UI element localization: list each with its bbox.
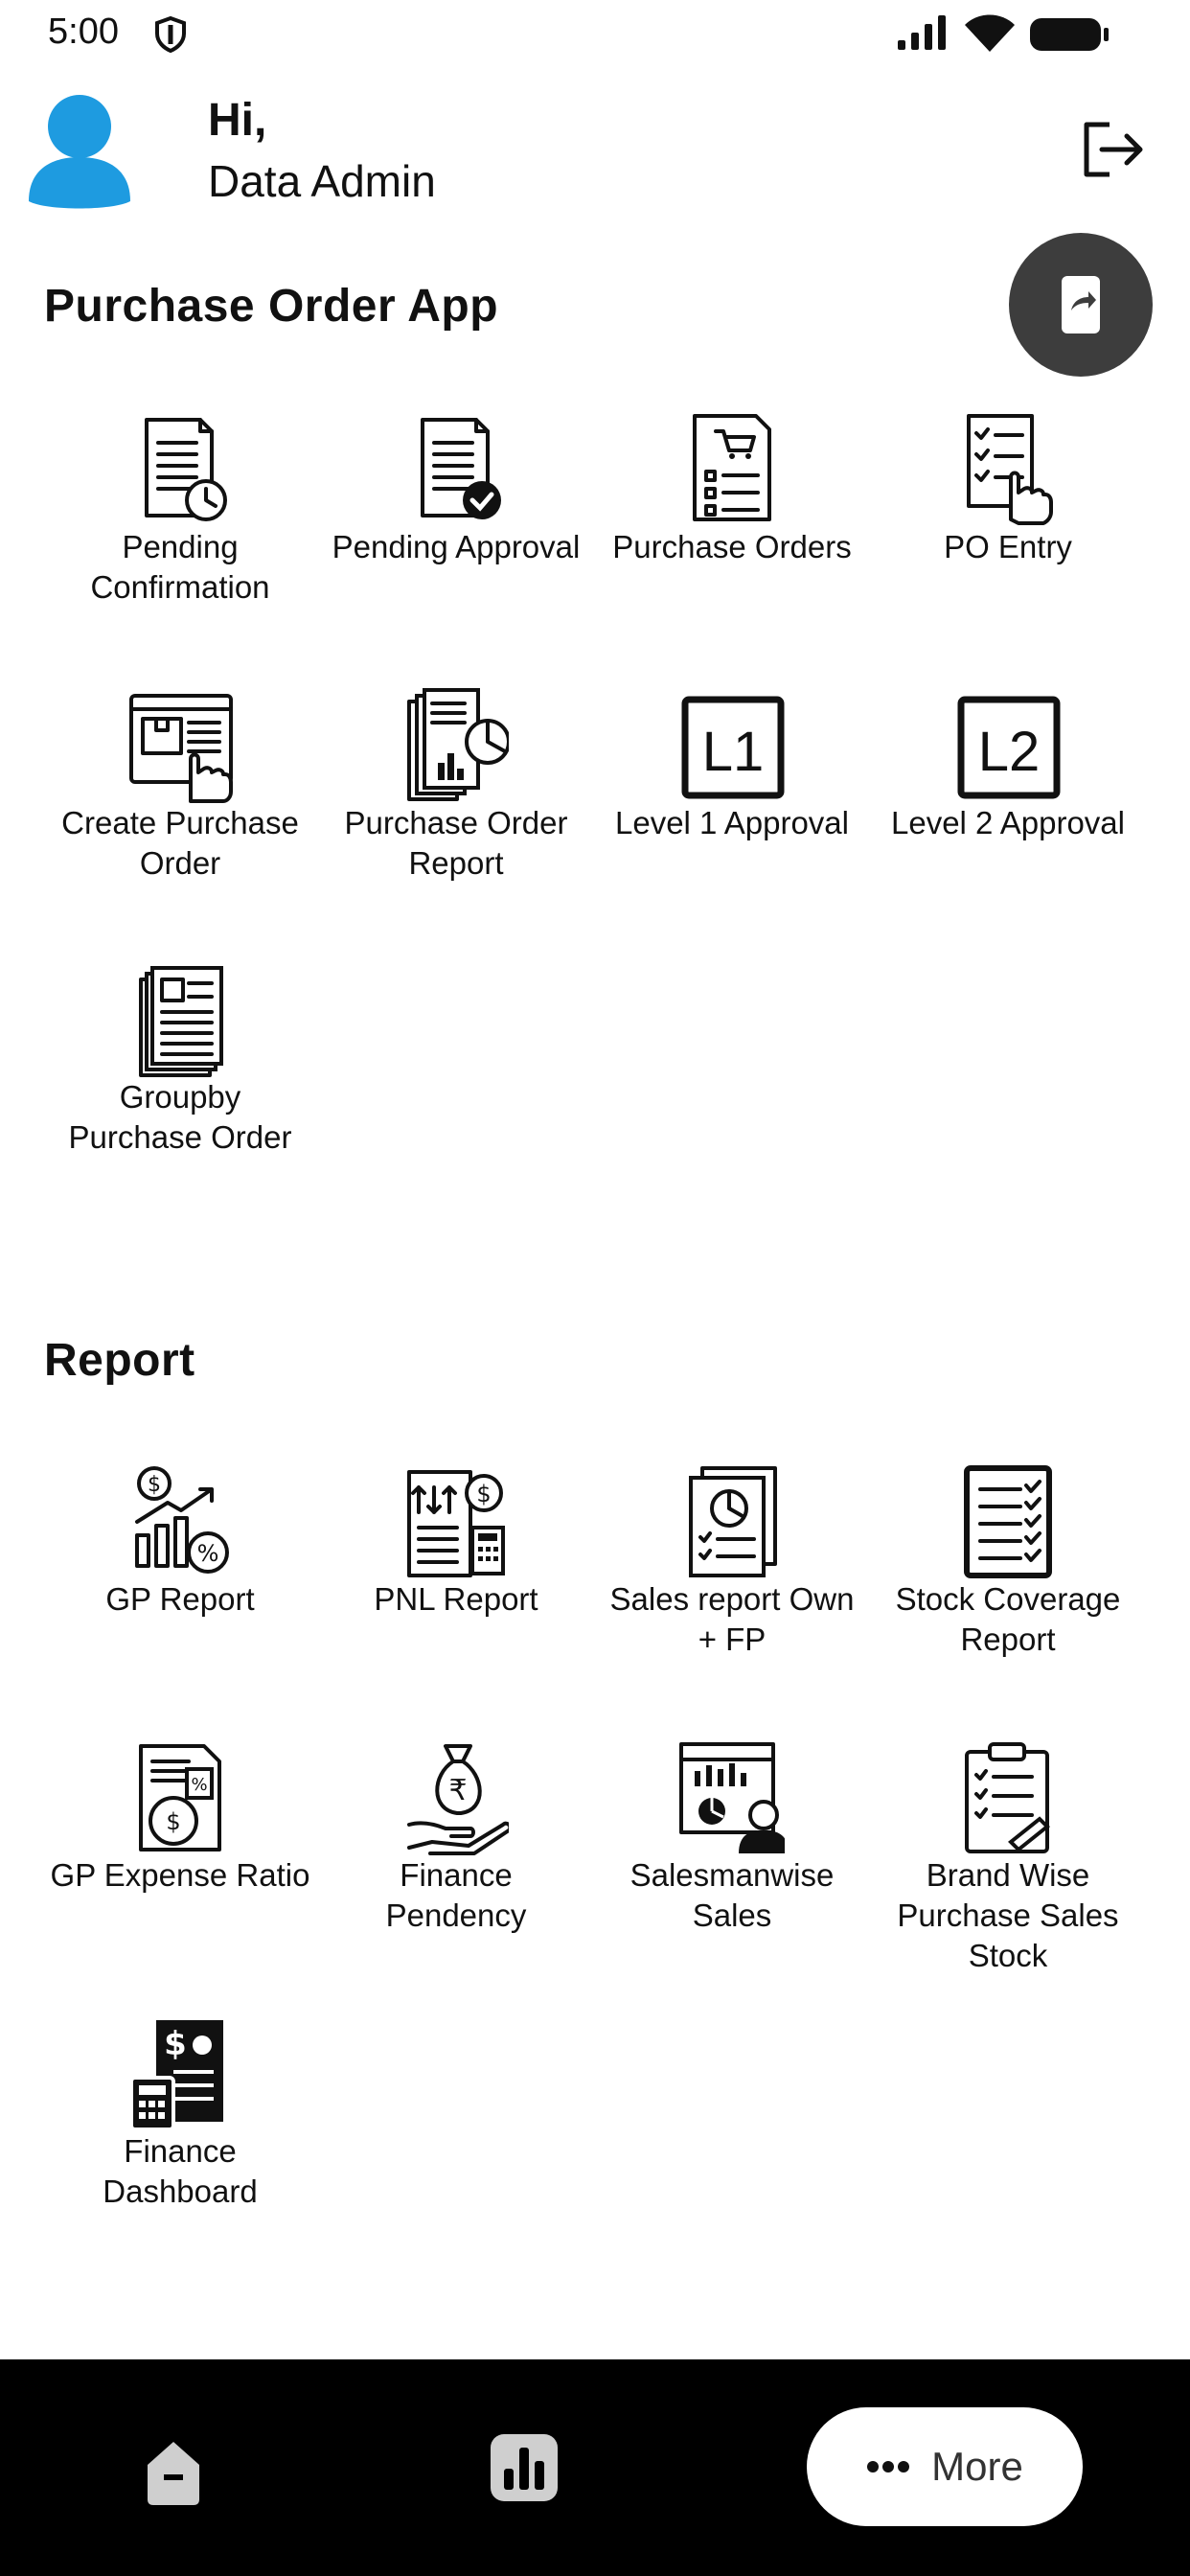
wifi-icon [963,12,1017,54]
tile-label: Finance [124,2133,237,2169]
checklist-hand-icon [955,412,1061,527]
tile-label: Finance [400,1857,513,1893]
salesman-dashboard-icon [679,1740,785,1855]
tile-label: Stock Coverage [895,1581,1121,1617]
sales-report-icon [679,1464,785,1579]
tile-label: Pending Approval [332,529,581,564]
purchase-tile[interactable] [870,688,1146,843]
tile-label: Pending [122,529,239,564]
purchase-tile[interactable] [594,412,870,567]
svg-text:L2: L2 [977,721,1041,783]
tile-label: Report [960,1622,1056,1657]
tile-label: Dashboard [103,2174,258,2209]
more-label: More [931,2444,1023,2489]
tile-label: GP Expense Ratio [50,1857,310,1893]
svg-text:$: $ [164,2025,187,2063]
tile-label: Report [408,845,504,881]
tile-label: Stock [968,1938,1048,1973]
tile-label: Purchase Orders [612,529,852,564]
svg-text:%: % [196,1540,219,1567]
status-time: 5:00 [48,12,119,52]
tile-label: Level 2 Approval [890,805,1125,840]
svg-text:L1: L1 [701,721,765,783]
bar-chart-icon[interactable] [489,2432,560,2503]
section-title-purchase: Purchase Order App [44,281,499,332]
phone-share-icon [1058,274,1104,335]
bottom-nav [0,2359,1190,2576]
user-name: Data Admin [208,156,436,206]
l2-icon [955,688,1061,803]
report-tile[interactable] [42,2016,318,2212]
report-pie-icon [403,688,509,803]
svg-text:$: $ [166,1808,181,1835]
battery-icon [1028,15,1110,54]
tile-label: Sales report Own [609,1581,855,1617]
tile-label: Confirmation [90,569,270,605]
pnl-report-icon [403,1464,509,1579]
svg-text:₹: ₹ [448,1774,468,1807]
greeting: Hi, [208,95,267,146]
svg-text:$: $ [148,1473,161,1497]
tile-label: Groupby [119,1079,241,1115]
report-tile[interactable] [870,1740,1146,1976]
document-clock-icon [127,412,233,527]
report-tile[interactable] [594,1740,870,1936]
home-icon[interactable] [140,2436,207,2507]
more-button[interactable] [807,2407,1083,2526]
tile-label: Pendency [385,1898,527,1933]
tile-label: Salesmanwise [629,1857,835,1893]
purchase-tile[interactable] [42,962,318,1158]
tile-label: Brand Wise [926,1857,1090,1893]
tile-label: + FP [698,1622,767,1657]
report-tile[interactable] [42,1740,318,1896]
share-screen-button[interactable] [1009,233,1153,377]
svg-text:%: % [191,1775,208,1795]
purchase-tile[interactable] [594,688,870,843]
report-tile[interactable] [42,1464,318,1620]
purchase-tile[interactable] [318,412,594,567]
signal-icon [896,13,950,52]
tile-label: Purchase Sales [897,1898,1119,1933]
avatar-icon[interactable] [21,88,138,213]
tile-label: Level 1 Approval [614,805,849,840]
svg-text:$: $ [476,1481,492,1507]
purchase-tile[interactable] [870,412,1146,567]
logout-icon[interactable] [1081,119,1146,180]
money-bag-hand-icon [403,1740,509,1855]
tile-label: Sales [692,1898,772,1933]
clipboard-list-icon [955,1740,1061,1855]
purchase-tile[interactable] [42,412,318,608]
stacked-documents-icon [127,962,233,1077]
checklist-doc-icon [955,1464,1061,1579]
section-title-report: Report [44,1335,195,1386]
tile-label: PNL Report [374,1581,538,1617]
tile-label: GP Report [105,1581,255,1617]
document-check-icon [403,412,509,527]
tile-label: Create Purchase [61,805,299,840]
cart-document-icon [679,412,785,527]
report-tile[interactable] [594,1464,870,1660]
status-bar [0,0,1190,67]
finance-calculator-icon [127,2016,233,2131]
expense-pie-icon [127,1740,233,1855]
more-dots-icon [866,2460,910,2473]
tile-label: Purchase Order [68,1119,292,1155]
purchase-tile[interactable] [318,688,594,884]
tile-label: PO Entry [944,529,1072,564]
report-tile[interactable] [318,1464,594,1620]
shield-icon [151,15,190,54]
tile-label: Order [139,845,221,881]
report-tile[interactable] [318,1740,594,1936]
l1-icon [679,688,785,803]
purchase-tile[interactable] [42,688,318,884]
growth-chart-icon [127,1464,233,1579]
tile-label: Purchase Order [344,805,568,840]
report-tile[interactable] [870,1464,1146,1660]
browser-hand-icon [127,688,233,803]
